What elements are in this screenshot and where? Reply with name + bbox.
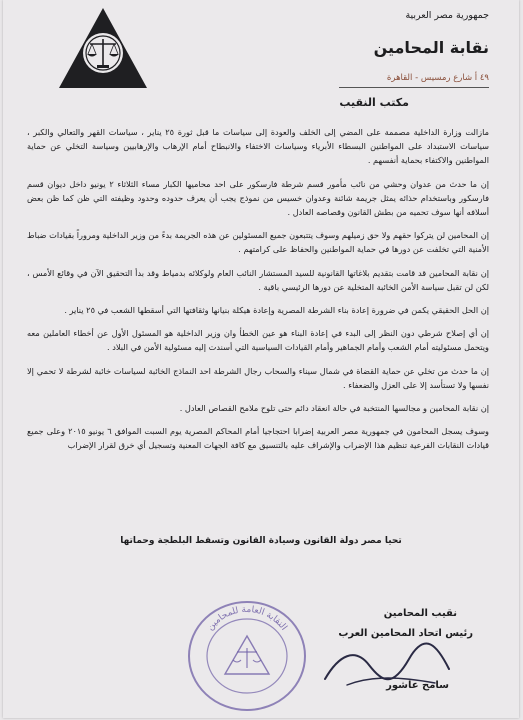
signatory-title: نقيب المحامين <box>383 608 457 619</box>
bar-association-logo <box>57 6 149 90</box>
letter-body <box>27 125 489 462</box>
paragraph: إن نقابة المحامين قد قامت بتقديم بلاغاتها القانونية للسيد المستشار النائب العام ولوكلائه بدمياط وقد بدأ التحقيق الآن في وقائع الأمس ، لكن لن تقبل سياسة الأمن الخائبة المتخلية عن دورها الرئيسي باقية . <box>27 267 489 292</box>
header-office: مكتب النقيب <box>339 96 409 109</box>
paragraph: إن ما حدث من عدوان وحشي من نائب مأمور قسم شرطة فارسكور على احد محاميها الكبار مساء الثلاثاء ٢ يونيو داخل ديوان قسم فارسكور وباستخدام حذائه يمثل جريمة شائنة وعدوان خسيس من نموذج يجب أن يعرف حدوده وحدود وظيفته التي ظن كما ظن بعض أسلافه أنها سوف تحميه من بطش القانون وقصاصه العادل . <box>27 178 489 218</box>
header-address: ٤٩ أ شارع رمسيس - القاهرة <box>386 73 489 83</box>
paragraph: إن الحل الحقيقي يكمن في ضرورة إعادة بناء الشرطة المصرية وإعادة هيكلة بنيانها وثقافتها التي أسقطها الشعب في ٢٥ يناير . <box>64 305 489 316</box>
signatory-name: سامح عاشور <box>386 680 449 691</box>
paragraph: مازالت وزارة الداخلية مصممة على المضي إلى الخلف والعودة إلى سياسات ما قبل ثورة ٢٥ يناير ، سياسات القهر والتعالي والكبر ، سياسات الاستبداد على المواطنين البسطاء الأبرياء وسياسات الاختفاء والانبطاح أمام الإرهاب والإرهابيين وسياسة التخلي عن حماية المواطنين والاكتفاء بحماية أنفسهم . <box>27 127 490 166</box>
header-divider <box>339 87 489 88</box>
letter-page <box>3 0 519 718</box>
closing-slogan: تحيا مصر دولة القانون وسيادة القانون وتسقط البلطجة وحماتها <box>120 536 402 546</box>
signatory-subtitle: رئيس اتحاد المحامين العرب <box>338 628 473 639</box>
paragraph: إن ما حدث من تخلي عن حماية القضاة في شمال سيناء والسحاب رجال الشرطة احد النماذج الخائبة لسياسات خائبة لشرطة لا تحمي إلا نفسها ولا تستأسد إلا على العزل والضعفاء . <box>27 365 489 390</box>
paragraph: وسوف يسجل المحامون في جمهورية مصر العربية إضرابا احتجاجيا أمام المحاكم المصرية يوم السبت الموافق ٦ يونيو ٢٠١٥ وعلى جميع قيادات النقابات الفرعية تنظيم هذا الإضراب والإشراف عليه بالتنسيق مع كافة الجهات المعنية وتسجيل أي خرق لقرار الإضراب <box>27 426 490 451</box>
official-stamp <box>183 596 311 716</box>
paragraph: إن أي إصلاح شرطي دون النظر إلى البدء في إعادة البناء هو عين الخطأ وان وزير الداخلية هو المسئول الأول عن أخطاء العاملين معه ويتحمل مسئوليته أمام الشعب وأمام الجماهير وأمام القيادات السياسية التي أسندت إليه مسئولية الأمن في البلاد . <box>27 328 489 353</box>
header-country: جمهورية مصر العربية <box>405 10 489 21</box>
paragraph: إن نقابة المحامين و مجالسها المنتخبة في حالة انعقاد دائم حتى تلوح ملامح القصاص العادل . <box>179 403 489 414</box>
paragraph: إن المحامين لن يتركوا حقهم ولا حق زميلهم وسوف يتتبعون جميع المسئولين عن هذه الجريمة بدءً من وزير الداخلية ومروراً بقيادات ضباط الأمنية التي تخلفت عن دورها في حماية المواطنين والحفاظ على كرامتهم . <box>27 230 489 255</box>
header-organization: نقابة المحامين <box>373 38 489 57</box>
stamp-text: النقابة العامة للمحامين <box>205 604 289 633</box>
